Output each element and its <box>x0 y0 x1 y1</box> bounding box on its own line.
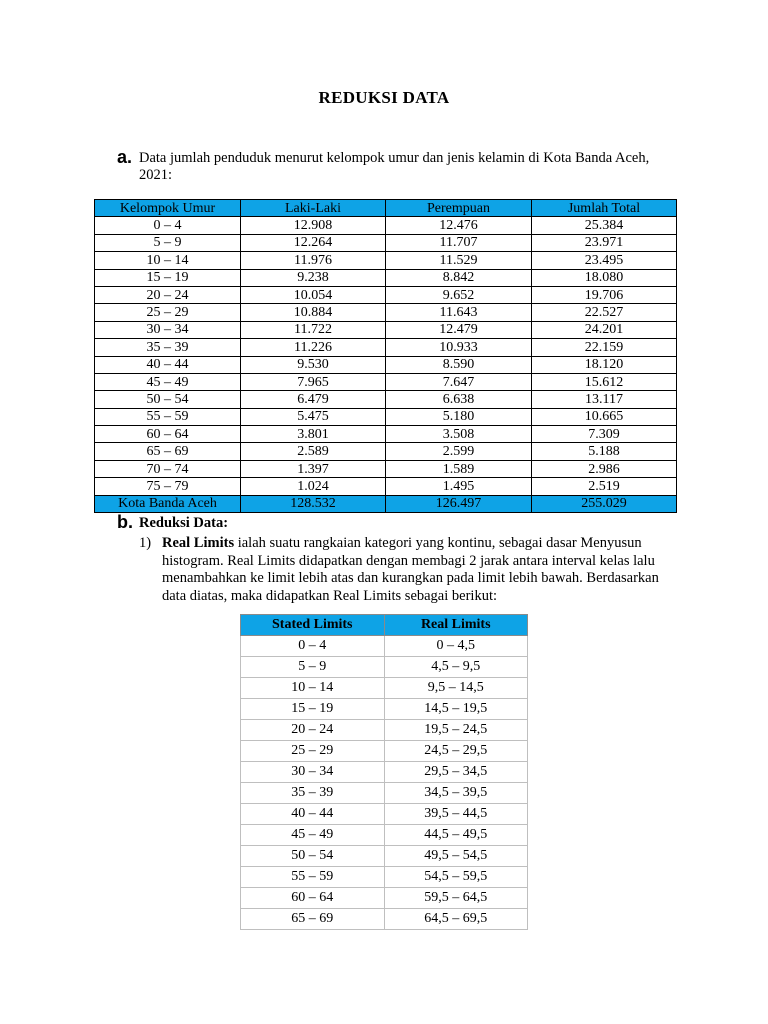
cell-jumlah-total: 19.706 <box>532 286 677 303</box>
cell-laki-laki: 6.479 <box>241 391 386 408</box>
real-limits-table-header <box>241 615 528 636</box>
cell-kelompok-umur: 45 – 49 <box>95 373 241 390</box>
table-row <box>95 217 677 234</box>
section-b-marker: b. <box>117 512 133 532</box>
cell-real-limit: 0 – 4,5 <box>384 636 528 657</box>
cell-jumlah-total: 18.080 <box>532 269 677 286</box>
cell-stated-limit: 55 – 59 <box>241 867 385 888</box>
cell-perempuan: 12.479 <box>386 321 532 338</box>
cell-stated-limit: 20 – 24 <box>241 720 385 741</box>
table-row <box>95 321 677 338</box>
table-row <box>95 373 677 390</box>
cell-perempuan: 7.647 <box>386 373 532 390</box>
cell-real-limit: 49,5 – 54,5 <box>384 846 528 867</box>
cell-kelompok-umur: 30 – 34 <box>95 321 241 338</box>
population-table <box>94 199 677 513</box>
table-row <box>95 356 677 373</box>
table-row <box>241 909 528 930</box>
cell-kelompok-umur: 70 – 74 <box>95 460 241 477</box>
table-row <box>241 657 528 678</box>
cell-real-limit: 9,5 – 14,5 <box>384 678 528 699</box>
cell-stated-limit: 25 – 29 <box>241 741 385 762</box>
total-jumlah: 255.029 <box>532 495 677 512</box>
cell-perempuan: 8.842 <box>386 269 532 286</box>
table-row <box>241 867 528 888</box>
cell-jumlah-total: 15.612 <box>532 373 677 390</box>
table-row <box>95 339 677 356</box>
cell-laki-laki: 11.722 <box>241 321 386 338</box>
cell-laki-laki: 7.965 <box>241 373 386 390</box>
table-row <box>95 304 677 321</box>
cell-jumlah-total: 18.120 <box>532 356 677 373</box>
cell-perempuan: 2.599 <box>386 443 532 460</box>
table-row <box>95 234 677 251</box>
table-row <box>241 720 528 741</box>
cell-perempuan: 1.589 <box>386 460 532 477</box>
cell-kelompok-umur: 25 – 29 <box>95 304 241 321</box>
table-row <box>241 699 528 720</box>
cell-kelompok-umur: 0 – 4 <box>95 217 241 234</box>
cell-perempuan: 10.933 <box>386 339 532 356</box>
table-row <box>95 269 677 286</box>
cell-jumlah-total: 5.188 <box>532 443 677 460</box>
cell-laki-laki: 9.238 <box>241 269 386 286</box>
cell-perempuan: 5.180 <box>386 408 532 425</box>
cell-laki-laki: 10.054 <box>241 286 386 303</box>
header-cell-real-limits: Real Limits <box>384 615 528 636</box>
table-row <box>95 460 677 477</box>
header-cell-perempuan: Perempuan <box>386 200 532 217</box>
cell-stated-limit: 45 – 49 <box>241 825 385 846</box>
cell-perempuan: 11.529 <box>386 252 532 269</box>
table-row <box>241 804 528 825</box>
cell-kelompok-umur: 35 – 39 <box>95 339 241 356</box>
cell-stated-limit: 0 – 4 <box>241 636 385 657</box>
cell-stated-limit: 50 – 54 <box>241 846 385 867</box>
cell-kelompok-umur: 50 – 54 <box>95 391 241 408</box>
cell-jumlah-total: 22.527 <box>532 304 677 321</box>
section-a-text: Data jumlah penduduk menurut kelompok umur dan jenis kelamin di Kota Banda Aceh, 2021: <box>139 150 650 183</box>
cell-jumlah-total: 23.495 <box>532 252 677 269</box>
population-table-total-row <box>95 495 677 512</box>
cell-kelompok-umur: 75 – 79 <box>95 478 241 495</box>
cell-kelompok-umur: 55 – 59 <box>95 408 241 425</box>
section-b-title: Reduksi Data: <box>139 515 229 531</box>
cell-jumlah-total: 25.384 <box>532 217 677 234</box>
real-limits-description: ialah suatu rangkaian kategori yang kontinu, sebagai dasar Menyusun histogram. Real Limits didapatkan dengan membagi 2 jarak antara interval kelas lalu menambahkan ke limit lebih atas dan kurangkan pada limit lebih bawah. Berdasarkan data diatas, maka didapatkan Real Limits sebagai berikut: <box>162 535 659 604</box>
table-row <box>241 636 528 657</box>
cell-real-limit: 19,5 – 24,5 <box>384 720 528 741</box>
cell-jumlah-total: 23.971 <box>532 234 677 251</box>
real-limits-term: Real Limits <box>162 535 235 551</box>
cell-laki-laki: 3.801 <box>241 426 386 443</box>
cell-stated-limit: 30 – 34 <box>241 762 385 783</box>
list-item-number: 1) <box>139 535 152 551</box>
table-row <box>241 741 528 762</box>
table-row <box>241 825 528 846</box>
cell-laki-laki: 9.530 <box>241 356 386 373</box>
page-title: REDUKSI DATA <box>318 88 450 107</box>
table-row <box>95 478 677 495</box>
table-row <box>241 846 528 867</box>
cell-laki-laki: 5.475 <box>241 408 386 425</box>
header-cell-jumlah-total: Jumlah Total <box>532 200 677 217</box>
section-a-marker: a. <box>117 147 133 167</box>
cell-real-limit: 64,5 – 69,5 <box>384 909 528 930</box>
cell-laki-laki: 1.397 <box>241 460 386 477</box>
header-cell-stated-limits: Stated Limits <box>241 615 385 636</box>
table-row <box>241 888 528 909</box>
cell-perempuan: 8.590 <box>386 356 532 373</box>
cell-perempuan: 3.508 <box>386 426 532 443</box>
cell-stated-limit: 15 – 19 <box>241 699 385 720</box>
cell-perempuan: 12.476 <box>386 217 532 234</box>
cell-stated-limit: 60 – 64 <box>241 888 385 909</box>
cell-kelompok-umur: 40 – 44 <box>95 356 241 373</box>
table-row <box>95 426 677 443</box>
cell-laki-laki: 11.976 <box>241 252 386 269</box>
cell-real-limit: 29,5 – 34,5 <box>384 762 528 783</box>
cell-real-limit: 24,5 – 29,5 <box>384 741 528 762</box>
cell-kelompok-umur: 60 – 64 <box>95 426 241 443</box>
cell-kelompok-umur: 20 – 24 <box>95 286 241 303</box>
cell-laki-laki: 11.226 <box>241 339 386 356</box>
total-perempuan: 126.497 <box>386 495 532 512</box>
list-item-text <box>162 535 682 605</box>
cell-perempuan: 6.638 <box>386 391 532 408</box>
cell-jumlah-total: 22.159 <box>532 339 677 356</box>
real-limits-table <box>240 614 528 930</box>
cell-laki-laki: 2.589 <box>241 443 386 460</box>
cell-jumlah-total: 24.201 <box>532 321 677 338</box>
cell-laki-laki: 1.024 <box>241 478 386 495</box>
cell-perempuan: 11.707 <box>386 234 532 251</box>
cell-jumlah-total: 2.986 <box>532 460 677 477</box>
cell-jumlah-total: 7.309 <box>532 426 677 443</box>
table-row <box>241 762 528 783</box>
cell-kelompok-umur: 5 – 9 <box>95 234 241 251</box>
table-row <box>95 443 677 460</box>
cell-kelompok-umur: 65 – 69 <box>95 443 241 460</box>
total-laki-laki: 128.532 <box>241 495 386 512</box>
cell-jumlah-total: 13.117 <box>532 391 677 408</box>
cell-jumlah-total: 2.519 <box>532 478 677 495</box>
population-table-header <box>95 200 677 217</box>
cell-real-limit: 39,5 – 44,5 <box>384 804 528 825</box>
cell-real-limit: 54,5 – 59,5 <box>384 867 528 888</box>
cell-stated-limit: 35 – 39 <box>241 783 385 804</box>
cell-perempuan: 11.643 <box>386 304 532 321</box>
cell-perempuan: 9.652 <box>386 286 532 303</box>
header-cell-kelompok-umur: Kelompok Umur <box>95 200 241 217</box>
cell-kelompok-umur: 15 – 19 <box>95 269 241 286</box>
table-row <box>241 678 528 699</box>
cell-real-limit: 14,5 – 19,5 <box>384 699 528 720</box>
cell-stated-limit: 10 – 14 <box>241 678 385 699</box>
table-row <box>95 408 677 425</box>
cell-laki-laki: 12.908 <box>241 217 386 234</box>
cell-real-limit: 44,5 – 49,5 <box>384 825 528 846</box>
cell-jumlah-total: 10.665 <box>532 408 677 425</box>
total-label: Kota Banda Aceh <box>95 495 241 512</box>
table-row <box>95 252 677 269</box>
cell-kelompok-umur: 10 – 14 <box>95 252 241 269</box>
cell-real-limit: 4,5 – 9,5 <box>384 657 528 678</box>
cell-stated-limit: 40 – 44 <box>241 804 385 825</box>
cell-stated-limit: 65 – 69 <box>241 909 385 930</box>
header-cell-laki-laki: Laki-Laki <box>241 200 386 217</box>
table-row <box>95 286 677 303</box>
cell-laki-laki: 10.884 <box>241 304 386 321</box>
cell-laki-laki: 12.264 <box>241 234 386 251</box>
table-row <box>95 391 677 408</box>
cell-stated-limit: 5 – 9 <box>241 657 385 678</box>
cell-real-limit: 34,5 – 39,5 <box>384 783 528 804</box>
table-row <box>241 783 528 804</box>
cell-real-limit: 59,5 – 64,5 <box>384 888 528 909</box>
cell-perempuan: 1.495 <box>386 478 532 495</box>
